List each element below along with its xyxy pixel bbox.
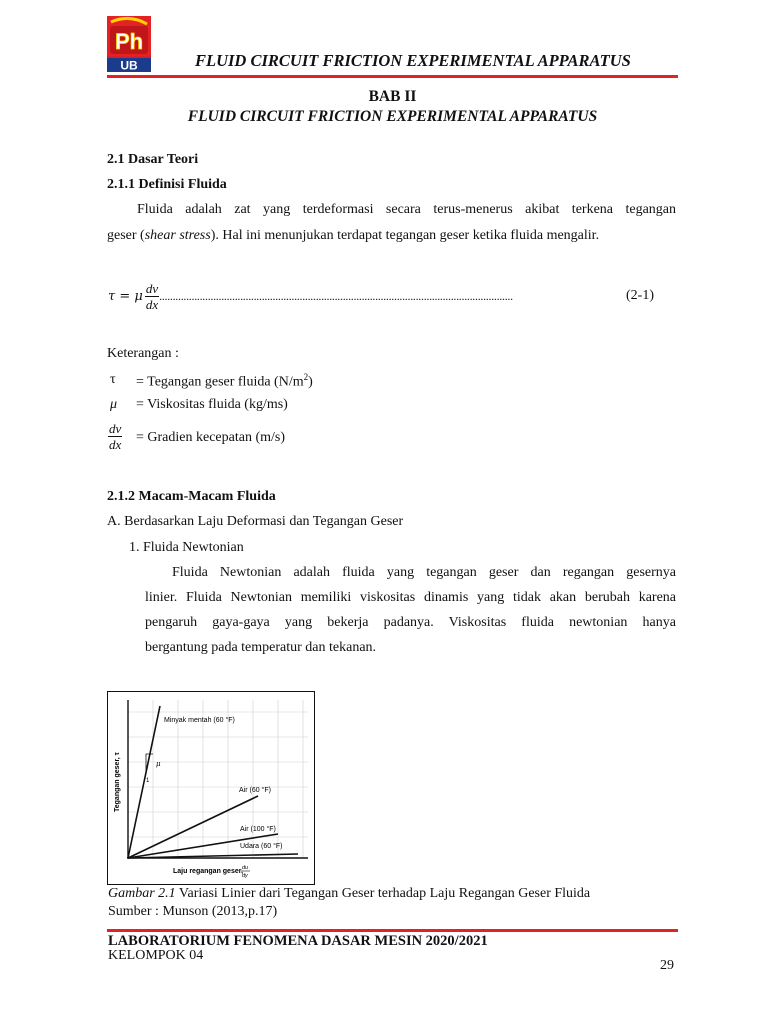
section-2-1-heading: 2.1 Dasar Teori bbox=[107, 152, 199, 167]
figure-source: Sumber : Munson (2013,p.17) bbox=[108, 904, 278, 919]
footer-rule bbox=[107, 929, 678, 932]
logo-bottom-text: UB bbox=[120, 58, 138, 72]
slope-label: μ bbox=[156, 760, 161, 768]
header-title: FLUID CIRCUIT FRICTION EXPERIMENTAL APPARATUS bbox=[195, 51, 631, 70]
legend-tau-sup: 2 bbox=[303, 372, 309, 382]
legend-mu-text: = Viskositas fluida (kg/ms) bbox=[136, 397, 288, 412]
shear-stress-term: shear stress bbox=[144, 228, 211, 243]
equation-numerator: dv bbox=[145, 280, 159, 296]
equation-2-1 bbox=[108, 279, 678, 313]
legend-gradient-den: dx bbox=[109, 437, 122, 452]
footer-lab: LABORATORIUM FENOMENA DASAR MESIN 2020/2021 bbox=[108, 933, 488, 949]
legend-gradient-fraction bbox=[108, 421, 122, 452]
slope-unit: 1 bbox=[146, 778, 150, 784]
legend-tau-desc: = Tegangan geser fluida (N/m bbox=[136, 374, 304, 390]
equation-lhs: τ = μ bbox=[108, 288, 143, 304]
legend-gradient-frac bbox=[108, 421, 122, 452]
chapter-label: BAB II bbox=[368, 88, 417, 105]
x-axis-label: Laju regangan geser, bbox=[173, 868, 244, 875]
subsection-a: A. Berdasarkan Laju Deformasi dan Tegangan Geser bbox=[107, 514, 404, 529]
x-axis-frac-num: du bbox=[242, 865, 249, 871]
legend-tau-text bbox=[136, 372, 313, 391]
y-axis-label: Tegangan geser, τ bbox=[114, 752, 121, 812]
chapter-title: FLUID CIRCUIT FRICTION EXPERIMENTAL APPARATUS bbox=[187, 108, 598, 125]
equation-fraction bbox=[145, 281, 159, 312]
legend-mu-symbol: μ bbox=[110, 397, 118, 412]
legend-tau-close: ) bbox=[308, 374, 313, 390]
legend-tau-symbol: τ bbox=[110, 372, 116, 387]
newtonian-line-3: pengaruh gaya-gaya yang bekerja padanya. Viskositas fluida newtonian hanya bbox=[145, 615, 676, 630]
label-water-60: Air (60 °F) bbox=[239, 787, 271, 794]
logo-top-text: Ph bbox=[114, 29, 144, 54]
definition-line-2 bbox=[107, 228, 599, 244]
x-axis-frac-den: dy bbox=[242, 873, 248, 879]
newtonian-line-4: bergantung pada temperatur dan tekanan. bbox=[145, 640, 377, 655]
label-air-60: Udara (60 °F) bbox=[240, 843, 283, 850]
equation-denominator: dx bbox=[145, 296, 159, 312]
legend-heading: Keterangan : bbox=[107, 346, 179, 361]
definition-line-2-a: geser ( bbox=[107, 228, 145, 243]
newtonian-line-2: linier. Fluida Newtonian memiliki viskositas dinamis yang tidak akan berubah karena bbox=[145, 590, 676, 605]
figure-2-1-graphic bbox=[108, 692, 313, 883]
header-rule bbox=[107, 75, 678, 78]
newtonian-line-1: Fluida Newtonian adalah fluida yang tegangan geser dan regangan gesernya bbox=[172, 565, 676, 580]
definition-line-2-b: ). Hal ini menunjukan terdapat tegangan geser ketika fluida mengalir. bbox=[210, 228, 600, 243]
figure-2-1 bbox=[107, 691, 315, 885]
line-crude-oil bbox=[128, 706, 160, 858]
page-number: 29 bbox=[660, 958, 674, 973]
definition-line-1: Fluida adalah zat yang terdeformasi secara terus-menerus akibat terkena tegangan bbox=[137, 202, 676, 217]
equation-number: (2-1) bbox=[626, 288, 654, 303]
section-2-1-2-heading: 2.1.2 Macam-Macam Fluida bbox=[107, 489, 276, 504]
footer-group: KELOMPOK 04 bbox=[108, 948, 204, 963]
figure-caption-text: Variasi Linier dari Tegangan Geser terhadap Laju Regangan Geser Fluida bbox=[175, 886, 591, 901]
section-2-1-1-heading: 2.1.1 Definisi Fluida bbox=[107, 177, 227, 192]
label-water-100: Air (100 °F) bbox=[240, 826, 276, 833]
figure-caption bbox=[108, 886, 590, 902]
list-item-1: 1. Fluida Newtonian bbox=[129, 540, 244, 555]
line-water-60 bbox=[128, 796, 258, 858]
logo bbox=[107, 16, 151, 72]
legend-gradient-text: = Gradien kecepatan (m/s) bbox=[136, 430, 285, 445]
equation-leader: ................................................................................................................................... bbox=[159, 288, 513, 303]
figure-caption-label: Gambar 2.1 bbox=[108, 886, 176, 901]
legend-gradient-num: dv bbox=[109, 421, 122, 436]
label-crude-oil: Minyak mentah (60 °F) bbox=[164, 717, 235, 724]
